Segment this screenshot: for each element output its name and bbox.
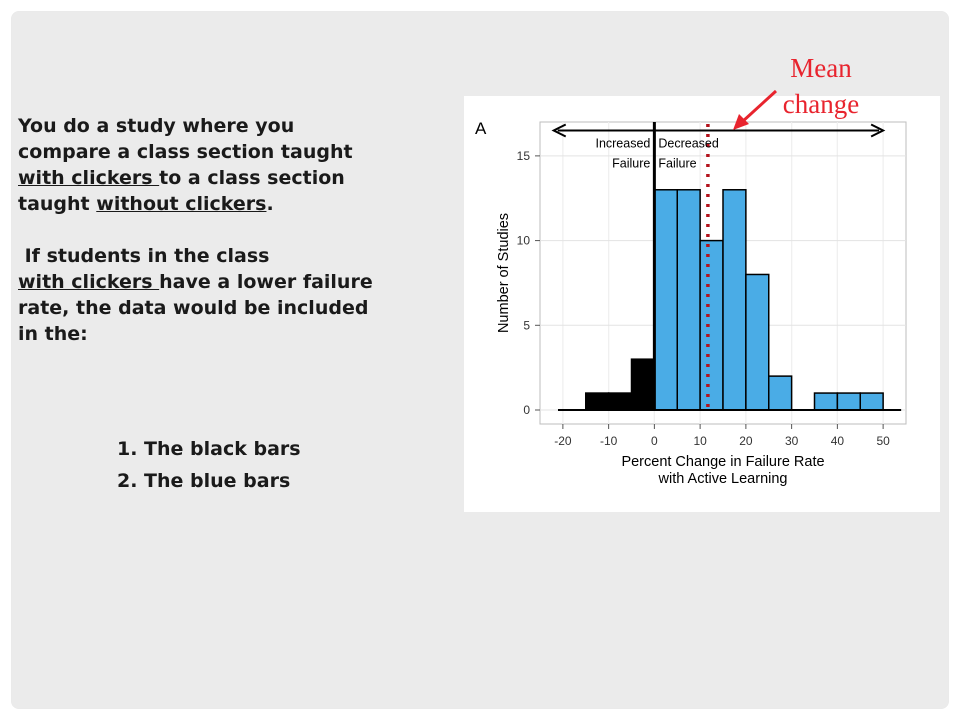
y-tick-label: 15: [516, 148, 530, 163]
question-line-text: compare a class section taught: [18, 141, 353, 163]
x-tick-label: 20: [739, 434, 753, 448]
underlined-text-with-clickers: with clickers: [18, 167, 160, 189]
mean-label-line: change: [782, 89, 860, 119]
label-failure-left: Failure: [612, 156, 651, 171]
underlined-text-without-clickers: without clickers: [96, 193, 267, 215]
underlined-text-with-clickers: with clickers: [18, 271, 160, 293]
question-line-text: taught: [18, 193, 97, 215]
blue-bar: [860, 393, 883, 410]
mean-label-line: Mean: [790, 53, 852, 83]
black-bar: [632, 359, 655, 410]
label-increased: Increased: [595, 136, 651, 151]
blue-bar: [677, 190, 700, 410]
option-blue-bars: 2. The blue bars: [117, 470, 291, 492]
y-axis-title: Number of Studies: [496, 212, 512, 334]
blue-bar: [837, 393, 860, 410]
blank-line: [18, 217, 458, 243]
x-tick-label: -10: [599, 434, 618, 448]
y-tick-label: 10: [516, 233, 530, 248]
x-tick-label: 50: [876, 434, 890, 448]
x-tick-label: 10: [693, 434, 707, 448]
answer-options: [117, 433, 301, 497]
question-line-text: If students in the class: [18, 245, 270, 267]
x-axis-title-line1: Percent Change in Failure Rate: [621, 454, 825, 470]
question-line: [18, 113, 458, 139]
question-line: [18, 139, 458, 165]
x-tick-label: 40: [830, 434, 845, 448]
histogram-chart: [464, 96, 940, 512]
label-failure-right: Failure: [658, 156, 697, 171]
question-line: [18, 243, 458, 269]
x-tick-label: -20: [554, 434, 572, 448]
question-line-text: rate, the data would be included: [18, 297, 369, 319]
question-line: [18, 165, 458, 191]
x-tick-label: 0: [651, 434, 658, 448]
black-bar: [586, 393, 609, 410]
blue-bar: [746, 274, 769, 410]
question-line: [18, 295, 458, 321]
histogram-figure: [464, 96, 940, 512]
blue-bar: [700, 241, 723, 410]
x-axis-title-line2: with Active Learning: [658, 471, 788, 487]
question-line-text: to a class section: [159, 167, 345, 189]
option-black-bars: 1. The black bars: [117, 438, 301, 460]
question-line: [18, 269, 458, 295]
black-bar: [609, 393, 632, 410]
label-decreased: Decreased: [658, 136, 719, 151]
question-line-text: You do a study where you: [18, 115, 295, 137]
question-line: [18, 191, 458, 217]
y-tick-label: 5: [523, 318, 530, 333]
question-line-text: have a lower failure: [159, 271, 373, 293]
blue-bar: [723, 190, 746, 410]
mean-change-annotation: [776, 50, 866, 122]
question-line: [18, 321, 458, 347]
x-tick-label: 30: [784, 434, 799, 448]
question-text: [18, 113, 458, 347]
y-tick-label: 0: [523, 403, 530, 417]
blue-bar: [654, 190, 677, 410]
question-line-text: .: [266, 193, 274, 215]
blue-bar: [815, 393, 838, 410]
question-line-text: in the:: [18, 323, 88, 345]
panel-label: A: [475, 119, 487, 138]
blue-bar: [769, 376, 792, 410]
